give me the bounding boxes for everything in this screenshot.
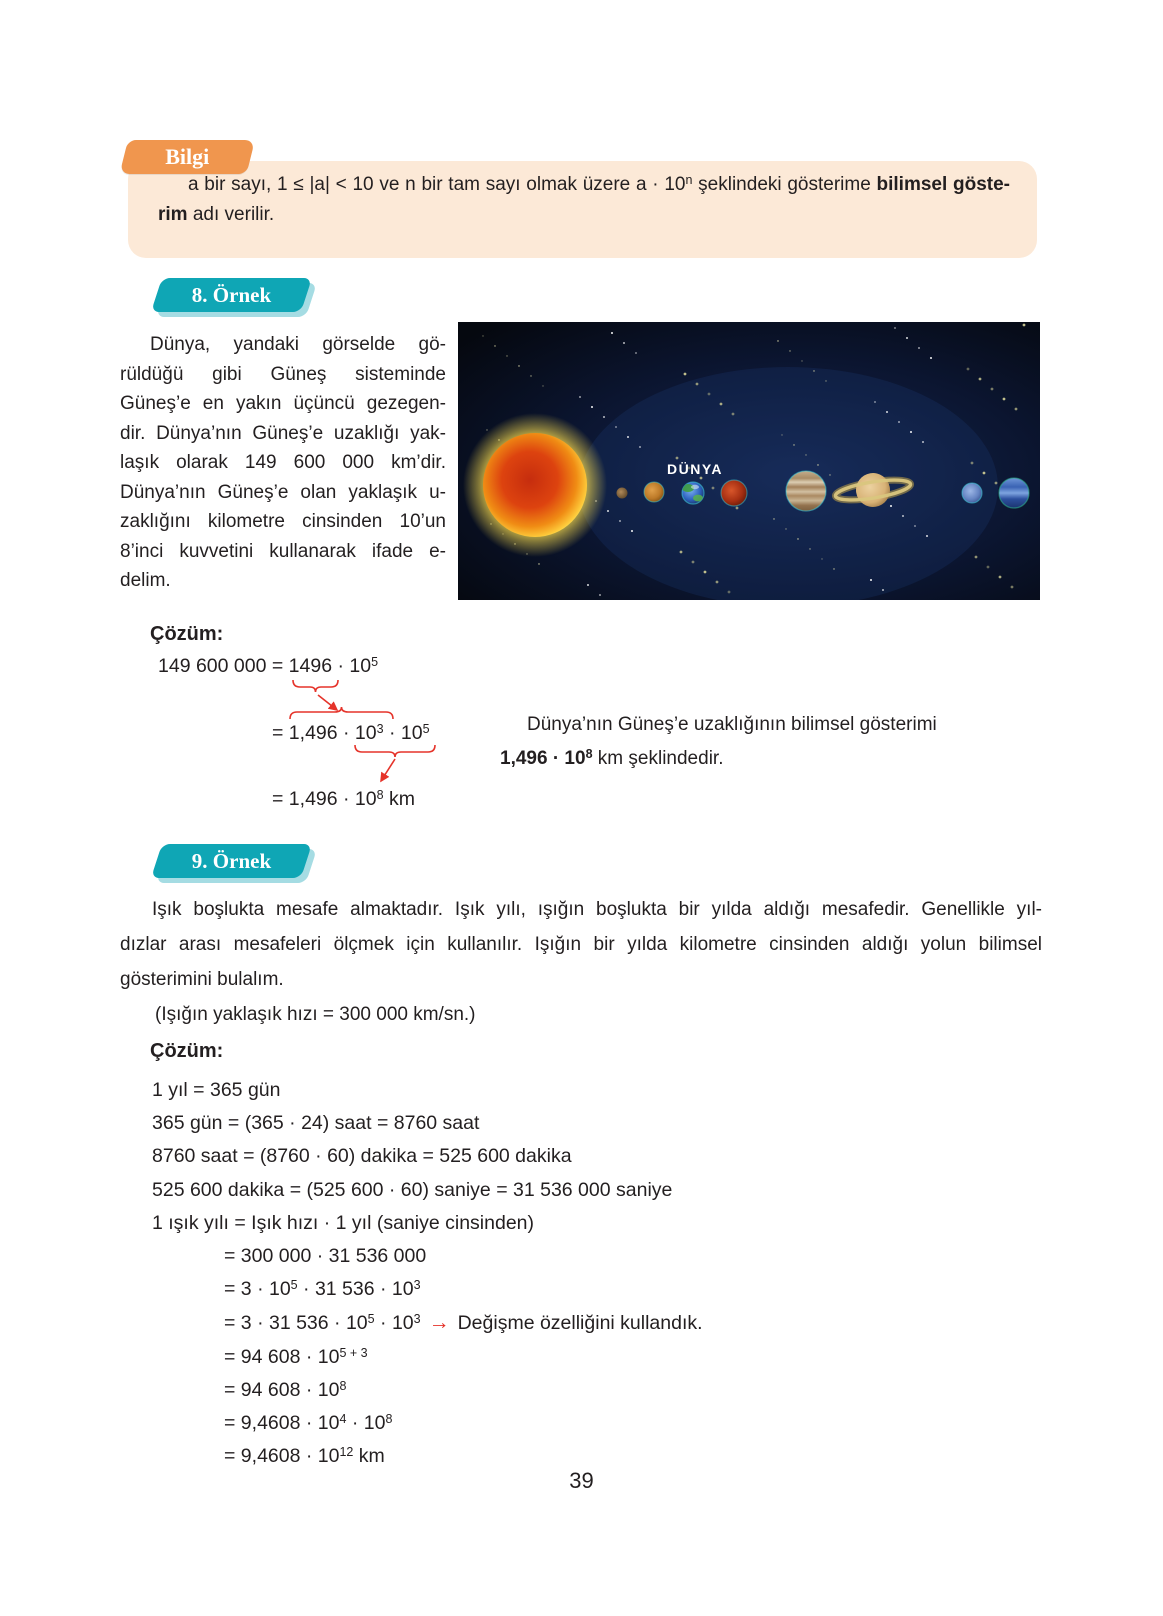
bilgi-line-2: rim adı verilir. bbox=[158, 203, 275, 225]
math-line: = 94 $608 \cdot 10^{5 + 3}$ bbox=[224, 1345, 368, 1368]
paragraph-line: delim. bbox=[120, 570, 171, 591]
light-speed-note: (Işığın yaklaşık hızı = 300 000 km/sn.) bbox=[155, 1004, 476, 1025]
math-line: = $3 \cdot 10^5 \cdot 31$ $536 \cdot 10^3$ bbox=[224, 1278, 421, 1301]
solution8-line3: = $1,496 \cdot 10^8$ km bbox=[272, 788, 415, 810]
math-line: 1 ışık yılı = Işık hızı · 1 yıl (saniye cinsinden) bbox=[152, 1211, 535, 1234]
solution8-line1: 149 600 $000 = 1496 \cdot 10^5$ bbox=[158, 655, 379, 677]
paragraph-line: Işık boşlukta mesafe almaktadır. Işık yılı, ışığın boşlukta bir yılda aldığı mesafedir. Genellikle yıl- bbox=[152, 899, 1042, 920]
example9-paragraph bbox=[120, 892, 1042, 997]
underbrace-10-3-10-5 bbox=[355, 745, 435, 757]
paragraph-line: zaklığını kilometre cinsinden 10’un bbox=[120, 511, 446, 532]
math-line: = 3 · 31 $536 \cdot 10^5 \cdot 10^3$ → Değişme özelliğini kullandık. bbox=[224, 1311, 703, 1335]
paragraph-line: Dünya’nın Güneş’e olan yaklaşık u- bbox=[120, 481, 446, 503]
example8-paragraph bbox=[120, 330, 446, 596]
bilgi-tab-label: Bilgi bbox=[165, 144, 210, 169]
solar-system-image bbox=[458, 322, 1040, 600]
bilgi-tab bbox=[120, 140, 255, 174]
solution9-steps bbox=[152, 1074, 912, 1473]
math-line: = 94 $608 \cdot 10^8$ bbox=[224, 1378, 347, 1401]
sun-icon bbox=[483, 433, 587, 537]
math-line: 525 600 dakika = (525 600 · 60) saniye = 31 536 000 saniye bbox=[152, 1178, 673, 1201]
uranus-icon bbox=[962, 483, 982, 503]
example8-tab-label: 8. Örnek bbox=[191, 283, 272, 307]
paragraph-line: 8’inci kuvvetini kullanarak ifade e- bbox=[120, 540, 446, 562]
math-line: 8760 saat = (8760 · 60) dakika = 525 600 dakika bbox=[152, 1145, 572, 1168]
jupiter-icon bbox=[786, 471, 826, 511]
paragraph-line: dir. Dünya’nın Güneş’e uzaklığı yak- bbox=[120, 422, 446, 444]
venus-icon bbox=[644, 482, 664, 502]
math-line: = 300 000 · 31 536 000 bbox=[224, 1245, 427, 1268]
example9-tab bbox=[151, 844, 312, 878]
bilgi-text bbox=[158, 170, 1010, 229]
page-number: 39 bbox=[569, 1468, 594, 1493]
solar-system-svg bbox=[458, 322, 1040, 600]
paragraph-line: laşık olarak 149 600 000 km’dir. bbox=[120, 452, 446, 473]
neptune-icon bbox=[999, 478, 1029, 508]
underbrace-1496 bbox=[293, 680, 338, 692]
mercury-icon bbox=[617, 488, 628, 499]
example9-tab-label: 9. Örnek bbox=[191, 849, 272, 873]
earth-label: DÜNYA bbox=[667, 461, 723, 477]
solution8-note-line1: Dünya’nın Güneş’e uzaklığının bilimsel gösterimi bbox=[527, 714, 937, 735]
math-line: 1 yıl = 365 gün bbox=[152, 1079, 281, 1101]
solution8-line2: = $1,496 \cdot 10^3 \cdot 10^5$ bbox=[272, 722, 430, 744]
bilgi-line-1: a bir sayı, 1 ≤ |a| < 10 ve n bir tam sayı olmak üzere $a \cdot 10^n$ şeklindeki gösterime bilimsel göste- bbox=[188, 173, 1010, 195]
paragraph-line: rüldüğü gibi Güneş sisteminde bbox=[120, 363, 446, 385]
math-line: = $9,4608 \cdot 10^{12}$ km bbox=[224, 1445, 385, 1468]
paragraph-line: Dünya, yandaki görselde gö- bbox=[150, 334, 446, 355]
paragraph-line: gösterimini bulalım. bbox=[120, 969, 284, 990]
regrouping-annotation bbox=[280, 672, 480, 797]
overbrace-1496-10 bbox=[290, 707, 393, 719]
math-line: = $9,4608 \cdot 10^4 \cdot 10^8$ bbox=[224, 1412, 393, 1435]
mars-icon bbox=[721, 480, 747, 506]
arrow-to-line3 bbox=[381, 759, 395, 781]
solution8-note-line2: $1,496 \cdot 10^8$ km şeklindedir. bbox=[500, 747, 724, 769]
solution9-title: Çözüm: bbox=[150, 1040, 224, 1062]
example8-tab bbox=[151, 278, 312, 312]
arrow-to-line2 bbox=[318, 695, 337, 710]
paragraph-line: dızlar arası mesafeleri ölçmek için kullanılır. Işığın bir yılda kilometre cinsinden aldığı yolun bilimsel bbox=[120, 934, 1042, 955]
paragraph-line: Güneş’e en yakın üçüncü gezegen- bbox=[120, 393, 446, 414]
math-line: 365 gün = (365 · 24) saat = 8760 saat bbox=[152, 1112, 480, 1135]
solution8-title: Çözüm: bbox=[150, 623, 224, 645]
